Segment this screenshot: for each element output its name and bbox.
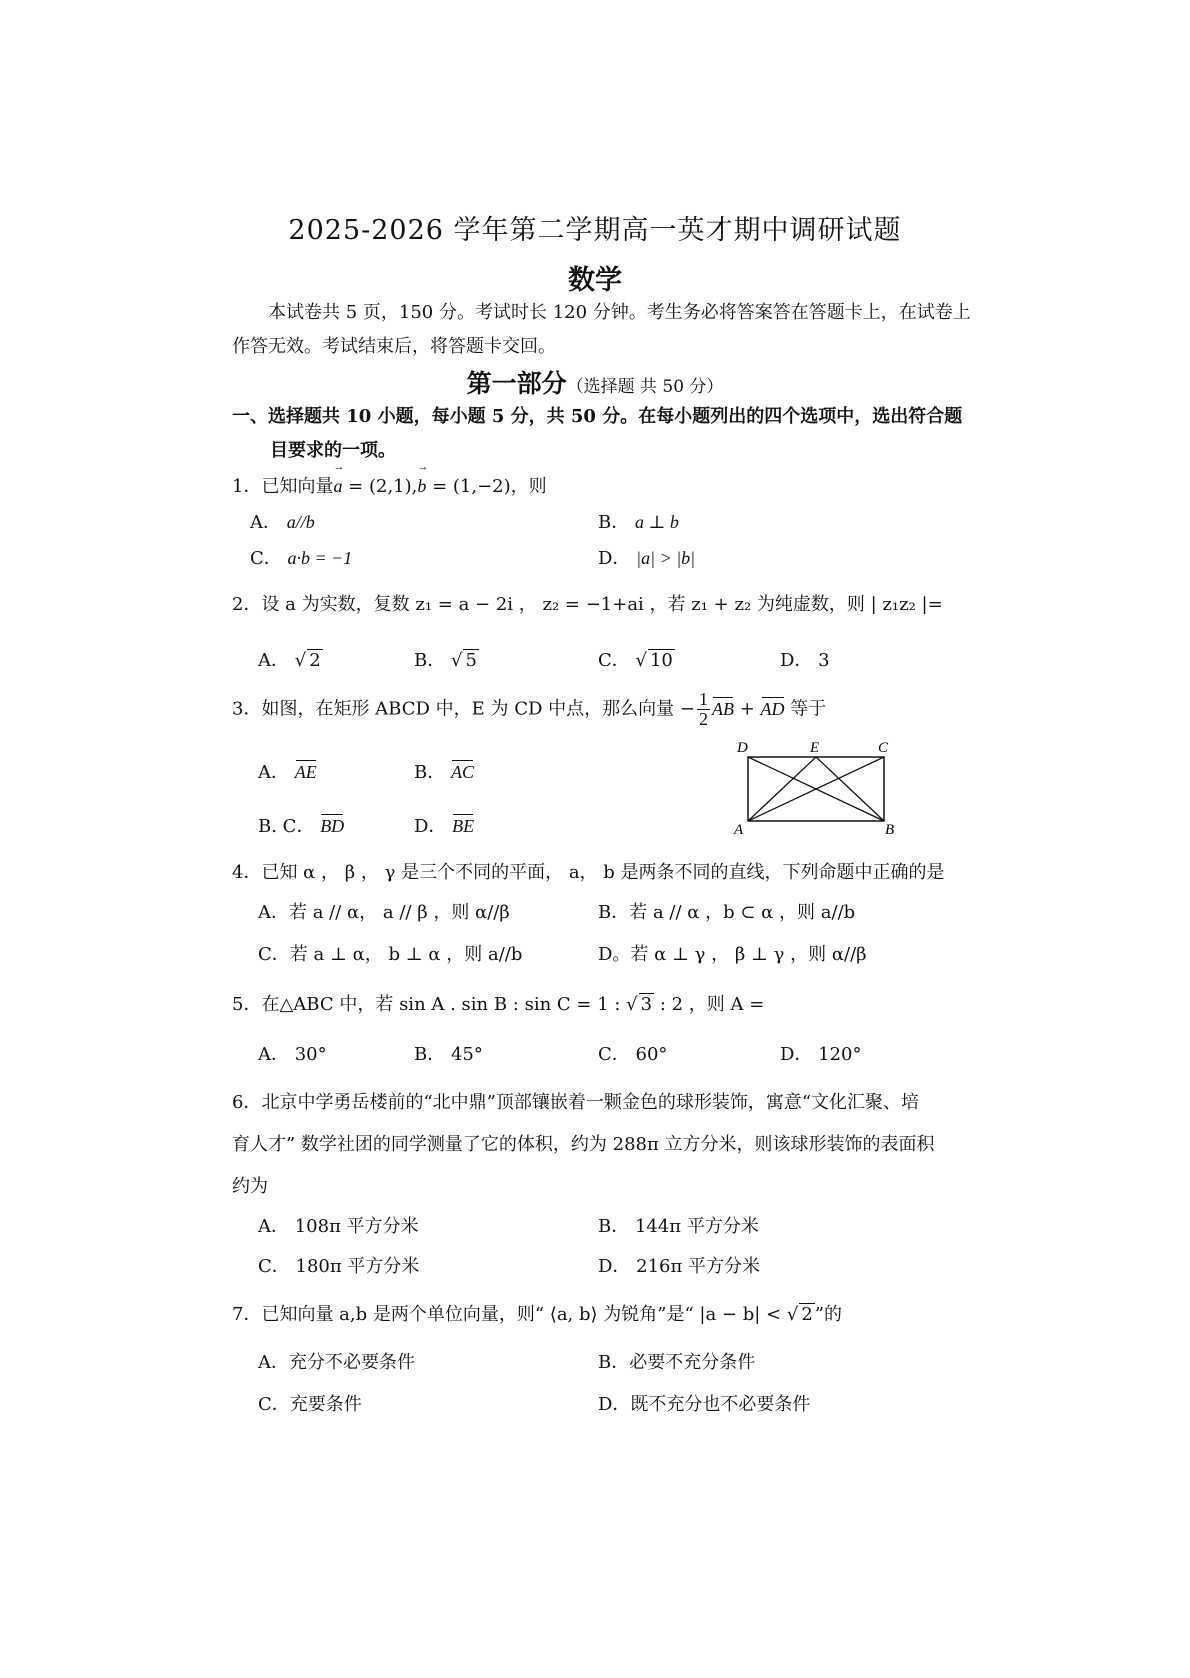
q4-option-b: B．若 a // α ，b ⊂ α ，则 a//b — [598, 902, 856, 923]
exam-title: 2025-2026 学年第二学期高一英才期中调研试题 — [288, 215, 902, 246]
q6-option-c: C． 180π 平方分米 — [258, 1256, 420, 1277]
part-subtitle: （选择题 共 50 分） — [566, 377, 724, 397]
point-a-label: A — [734, 822, 744, 838]
q3-option-c — [258, 812, 344, 838]
q3-plus: + — [733, 698, 761, 720]
q3-option-d-vector: BE — [452, 816, 475, 836]
q1-option-c-text: a·b = −1 — [287, 548, 353, 568]
q5-option-a: A． 30° — [258, 1044, 327, 1065]
q5-text-post: : 2 ，则 A = — [654, 994, 765, 1015]
q2-option-b-label: B． — [414, 650, 446, 671]
q2-option-a-value: 2 — [309, 650, 321, 671]
q5-text: 在△ABC 中，若 sin A . sin B : sin C = 1 : — [261, 994, 627, 1015]
q6-option-a: A． 108π 平方分米 — [258, 1216, 419, 1237]
q3-fraction — [697, 690, 710, 729]
segment-ae — [748, 757, 816, 821]
q1-option-a — [250, 508, 315, 534]
q3-text-post: 等于 — [784, 698, 827, 720]
q3-vector-ad: AD — [760, 698, 785, 719]
q7-sqrt-value: 2 — [801, 1304, 813, 1325]
intro-line-2: 作答无效。考试结束后，将答题卡交回。 — [232, 336, 556, 357]
q2-option-d-text: 3 — [818, 650, 830, 671]
q6-option-d: D． 216π 平方分米 — [598, 1256, 761, 1277]
q2-option-b-value: 5 — [465, 650, 477, 671]
q7-option-d: D．既不充分也不必要条件 — [598, 1394, 811, 1415]
q3-option-d-label: D． — [414, 816, 447, 837]
q5-option-d: D． 120° — [780, 1044, 862, 1065]
q4-option-a: A．若 a // α， a // β ，则 α//β — [258, 902, 510, 923]
q7-text-post: ”的 — [814, 1304, 842, 1325]
segment-be — [816, 757, 884, 821]
q1-option-a-text: a//b — [286, 512, 315, 532]
question-6-line-1: 6．北京中学勇岳楼前的“北中鼎”顶部镶嵌着一颗金色的球形装饰，寓意“文化汇聚、培 — [232, 1092, 920, 1113]
q1-option-d — [598, 544, 695, 570]
q1-option-b-label: B． — [598, 512, 630, 533]
q5-option-b: B． 45° — [414, 1044, 483, 1065]
q1-option-c — [250, 544, 352, 570]
q4-text: 已知 α ， β ， γ 是三个不同的平面， a， b 是两条不同的直线，下列命题中正确的是 — [261, 862, 945, 883]
q5-number: 5． — [232, 994, 262, 1015]
rectangle-figure — [728, 738, 898, 838]
q3-option-b-vector: AC — [450, 762, 474, 782]
q3-text: 如图，在矩形 ABCD 中，E 为 CD 中点，那么向量 − — [261, 698, 695, 720]
q3-option-a-vector: AE — [294, 762, 317, 782]
q2-option-b: B． √ 5 — [414, 650, 477, 671]
q2-option-c: C． √ 10 — [598, 650, 673, 671]
q4-option-d: D。若 α ⊥ γ ， β ⊥ γ ，则 α//β — [598, 944, 867, 965]
q3-option-a — [258, 758, 317, 784]
question-4 — [232, 858, 945, 884]
q4-option-c: C．若 a ⊥ α， b ⊥ α ，则 a//b — [258, 944, 523, 965]
q2-option-c-value: 10 — [649, 650, 673, 671]
q5-sqrt-value: 3 — [640, 994, 653, 1015]
q3-fraction-denominator: 2 — [698, 709, 708, 729]
q7-option-b: B．必要不充分条件 — [598, 1352, 756, 1373]
q1-eq1: = (2,1), — [342, 476, 418, 497]
q1-option-d-label: D． — [598, 548, 631, 569]
intro-line-1: 本试卷共 5 页，150 分。考试时长 120 分钟。考生务必将答案答在答题卡上，在试卷上 — [268, 302, 971, 323]
point-d-label: D — [737, 740, 748, 756]
q3-option-b — [414, 758, 474, 784]
point-e-label: E — [810, 740, 820, 756]
q4-number: 4． — [232, 862, 262, 883]
q7-option-c: C．充要条件 — [258, 1394, 362, 1415]
subject-title: 数学 — [568, 265, 622, 296]
q2-option-d — [780, 646, 830, 672]
q3-option-a-label: A． — [258, 762, 289, 783]
q1-option-a-label: A． — [250, 512, 281, 533]
section-instruction-2: 目要求的一项。 — [270, 440, 396, 461]
q3-option-d — [414, 812, 474, 838]
q1-eq2: = (1,−2)，则 — [426, 476, 547, 497]
q1-option-c-label: C． — [250, 548, 282, 569]
question-6-line-2: 育人才” 数学社团的同学测量了它的体积，约为 288π 立方分米，则该球形装饰的表面积 — [232, 1134, 935, 1155]
question-6-line-3: 约为 — [232, 1176, 268, 1197]
q1-text: 已知向量 — [261, 476, 334, 497]
q3-vector-ab: AB — [711, 698, 734, 719]
section-instruction-1: 一、选择题共 10 小题，每小题 5 分，共 50 分。在每小题列出的四个选项中，选出符合题 — [232, 406, 963, 427]
q3-number: 3． — [232, 698, 262, 720]
q3-fraction-numerator: 1 — [698, 689, 708, 709]
q2-number: 2． — [232, 594, 262, 615]
question-1 — [232, 472, 547, 498]
q7-number: 7． — [232, 1304, 262, 1325]
q2-text: 设 a 为实数，复数 z₁ = a − 2i ， z₂ = −1+ai ，若 z₁ + z₂ 为纯虚数，则 | z₁z₂ |= — [261, 594, 943, 615]
q1-option-b — [598, 508, 679, 534]
question-7: 7．已知向量 a,b 是两个单位向量，则“ ⟨a, b⟩ 为锐角”是“ |a − b| < √ 2 ”的 — [232, 1304, 842, 1325]
point-c-label: C — [878, 740, 889, 756]
q1-option-b-text: a ⊥ b — [634, 512, 679, 532]
question-2 — [232, 590, 943, 616]
q7-text: 已知向量 a,b 是两个单位向量，则“ ⟨a, b⟩ 为锐角”是“ |a − b| < — [261, 1304, 787, 1325]
q3-option-b-label: B． — [414, 762, 446, 783]
question-3 — [232, 690, 826, 729]
question-5: 5．在△ABC 中，若 sin A . sin B : sin C = 1 : √ 3 : 2 ，则 A = — [232, 994, 765, 1015]
q1-option-d-text: |a| > |b| — [636, 548, 696, 568]
q1-vector-a: a → — [333, 476, 342, 497]
part-heading — [0, 364, 1190, 400]
point-b-label: B — [885, 822, 895, 838]
q2-option-d-label: D． — [780, 650, 813, 671]
q5-option-c: C． 60° — [598, 1044, 668, 1065]
q6-option-b: B． 144π 平方分米 — [598, 1216, 759, 1237]
q3-option-c-label: B. C． — [258, 816, 315, 837]
part-title: 第一部分 — [466, 369, 567, 398]
q1-number: 1． — [232, 476, 262, 497]
q2-option-a: A． √ 2 — [258, 650, 321, 671]
q2-option-c-label: C． — [598, 650, 630, 671]
q7-option-a: A．充分不必要条件 — [258, 1352, 415, 1373]
q1-vector-b: b → — [417, 476, 426, 497]
q2-option-a-label: A． — [258, 650, 289, 671]
q3-option-c-vector: BD — [320, 816, 345, 836]
